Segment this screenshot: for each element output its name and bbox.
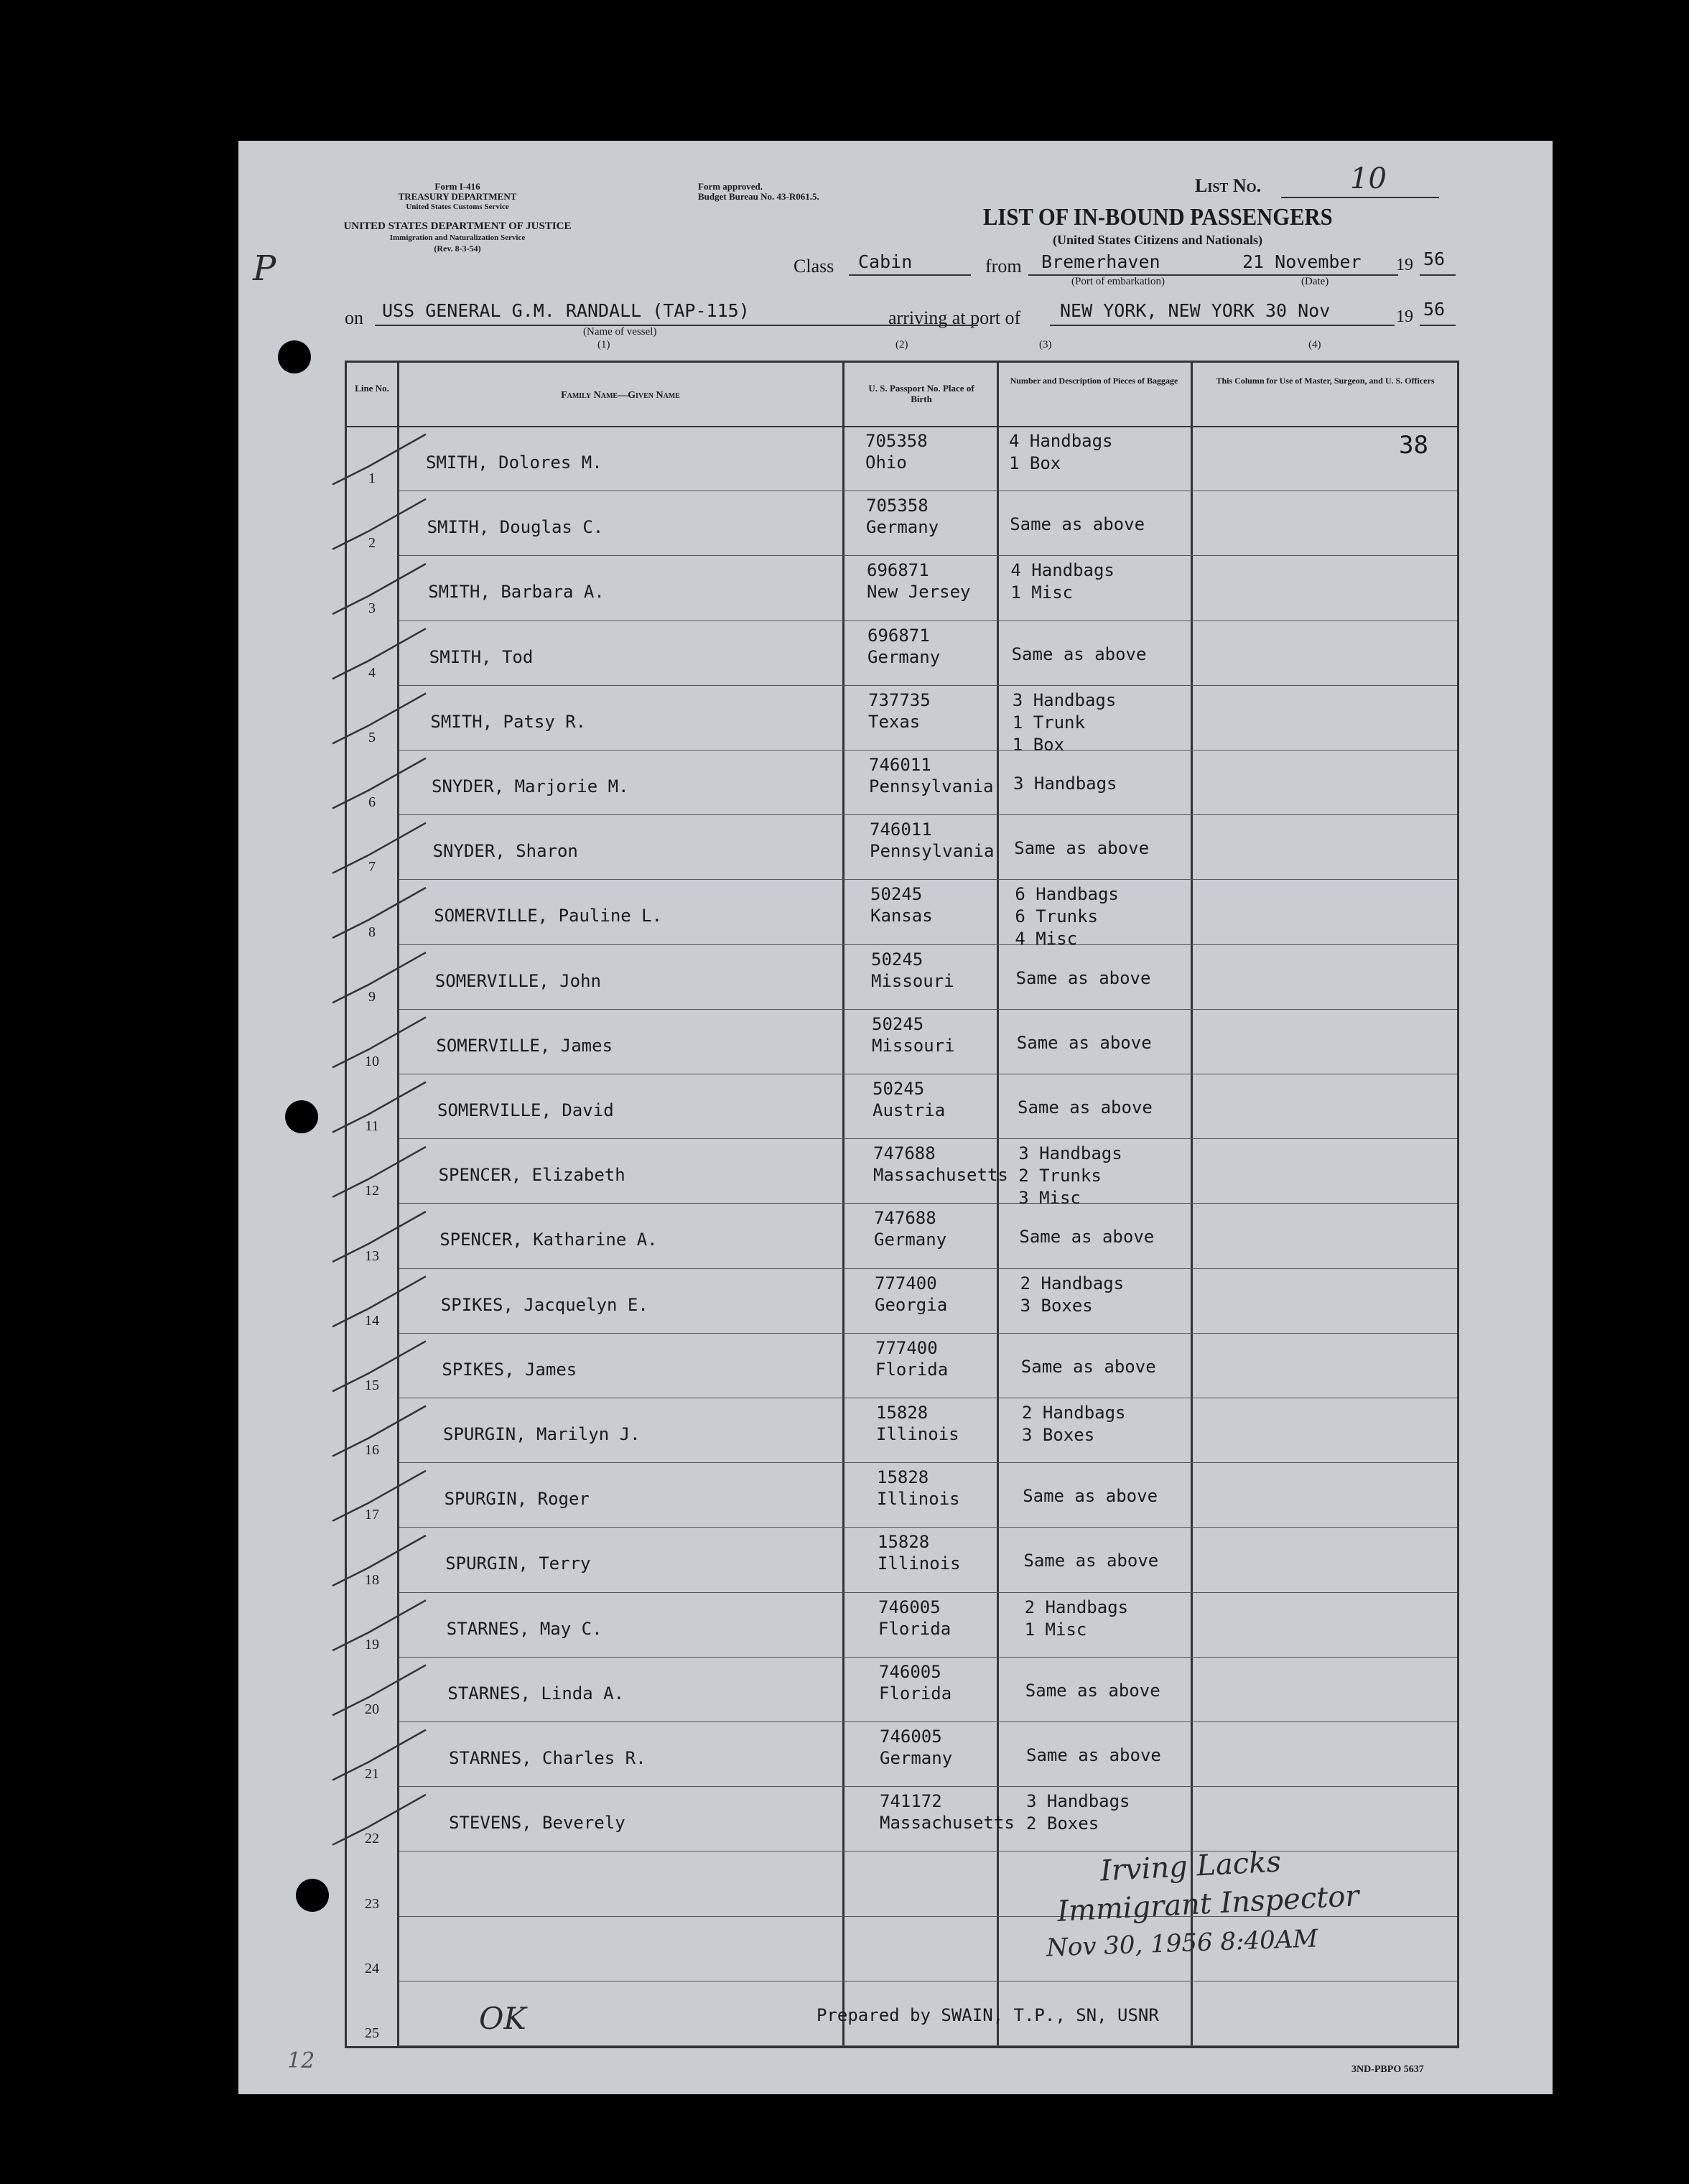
- row-rule: [399, 1592, 1457, 1593]
- row-passenger-name: SOMERVILLE, John: [434, 970, 601, 991]
- row-line-number: 22: [365, 1831, 379, 1847]
- table-row: [347, 816, 1457, 880]
- row-line-number: 14: [365, 1312, 379, 1329]
- check-mark: [332, 1212, 426, 1262]
- table-row: [347, 1658, 1457, 1723]
- row-rule: [399, 1009, 1457, 1010]
- row-place-of-birth: Pennsylvania: [870, 841, 995, 862]
- check-mark: [332, 499, 426, 549]
- row-baggage: 4 Handbags 1 Misc: [1010, 560, 1115, 603]
- row-rule: [399, 879, 1457, 880]
- row-baggage: Same as above: [1015, 967, 1151, 988]
- class-label: Class: [794, 256, 834, 277]
- on-label: on: [345, 307, 363, 328]
- ins-service: Immigration and Naturalization Service: [389, 233, 526, 242]
- check-mark: [332, 1665, 426, 1715]
- check-marks: [318, 363, 505, 2046]
- row-passport-number: 777400: [875, 1273, 937, 1293]
- list-no-underline: [1281, 197, 1439, 198]
- table-row: [347, 687, 1457, 755]
- row-baggage: 2 Handbags 1 Misc: [1024, 1597, 1129, 1640]
- row-baggage: Same as above: [1019, 1227, 1155, 1247]
- row-place-of-birth: Austria: [873, 1100, 946, 1120]
- row-baggage: Same as above: [1010, 514, 1145, 535]
- row-line-number: 23: [365, 1895, 379, 1912]
- row-rule: [399, 1203, 1457, 1204]
- row-line-number: 1: [368, 470, 376, 487]
- from-label: from: [985, 256, 1022, 277]
- table-row: [347, 427, 1457, 492]
- row-place-of-birth: Ohio: [865, 452, 907, 473]
- customs-service: United States Customs Service: [406, 203, 509, 211]
- arrival-year-underline: [1420, 325, 1456, 326]
- row-baggage: 4 Handbags 1 Box: [1009, 431, 1113, 473]
- row-baggage: 2 Handbags 3 Boxes: [1020, 1273, 1125, 1316]
- form-title: LIST OF IN-BOUND PASSENGERS: [983, 204, 1333, 231]
- row-passport-number: 15828: [878, 1532, 930, 1553]
- row-line-number: 3: [368, 600, 376, 616]
- row-rule: [399, 1333, 1457, 1334]
- row-line-number: 16: [365, 1442, 379, 1459]
- table-row: [347, 1204, 1457, 1269]
- row-passport-number: 741172: [880, 1791, 942, 1812]
- check-mark: [332, 888, 426, 938]
- row-rule: [399, 1527, 1457, 1528]
- inspector-signature-title: Immigrant Inspector: [1056, 1879, 1360, 1928]
- table-row: [347, 1594, 1457, 1658]
- row-baggage: Same as above: [1020, 1356, 1156, 1377]
- row-line-number: 6: [368, 794, 376, 811]
- row-baggage: Same as above: [1014, 838, 1150, 859]
- row-place-of-birth: Missouri: [871, 970, 954, 991]
- table-row: [347, 1334, 1457, 1399]
- row-baggage: Same as above: [1011, 643, 1147, 664]
- row-passport-number: 50245: [873, 1079, 925, 1099]
- column-number-4: (4): [1308, 339, 1321, 350]
- row-passport-number: 696871: [867, 625, 930, 646]
- check-mark: [332, 1535, 426, 1586]
- departure-date: 21 November: [1242, 251, 1362, 272]
- row-line-number: 13: [365, 1247, 379, 1264]
- row-place-of-birth: Illinois: [878, 1553, 961, 1574]
- row-baggage: Same as above: [1026, 1745, 1161, 1765]
- check-mark: [332, 1406, 426, 1456]
- row-passenger-name: SNYDER, Marjorie M.: [432, 776, 629, 796]
- row-place-of-birth: Germany: [866, 517, 939, 538]
- row-passport-number: 747688: [873, 1143, 936, 1164]
- row-place-of-birth: Illinois: [876, 1424, 959, 1444]
- check-mark: [332, 952, 426, 1003]
- row-place-of-birth: Kansas: [870, 906, 933, 926]
- table-row: [347, 751, 1457, 816]
- arriving-label: arriving at port of: [888, 307, 1021, 328]
- header-name: Family Name—Given Name: [561, 390, 680, 401]
- row-passenger-name: STARNES, Linda A.: [447, 1683, 625, 1704]
- row-passenger-name: SPENCER, Katharine A.: [439, 1230, 658, 1250]
- arrival-year-prefix: 19: [1396, 307, 1413, 326]
- row-place-of-birth: Pennsylvania: [869, 776, 994, 796]
- row-baggage: Same as above: [1025, 1680, 1160, 1701]
- row-line-number: 11: [365, 1118, 379, 1135]
- row-passport-number: 737735: [868, 689, 931, 710]
- row-line-number: 21: [365, 1766, 379, 1783]
- table-row: [347, 1788, 1457, 1852]
- row-rule: [399, 1268, 1457, 1269]
- check-mark: [332, 628, 426, 679]
- row-passenger-name: SPIKES, James: [442, 1359, 577, 1380]
- row-passenger-name: SOMERVILLE, David: [437, 1100, 614, 1120]
- row-passenger-name: SMITH, Douglas C.: [427, 517, 604, 538]
- row-line-number: 7: [368, 859, 376, 875]
- punch-hole-middle: [285, 1100, 318, 1133]
- header-passport: U. S. Passport No. Place of Birth: [868, 383, 974, 404]
- check-mark: [332, 693, 426, 743]
- row-line-number: 19: [365, 1636, 379, 1653]
- row-rule: [399, 1462, 1457, 1463]
- row-officer-note: 38: [1399, 431, 1428, 460]
- justice-dept: UNITED STATES DEPARTMENT OF JUSTICE: [343, 220, 572, 232]
- form-sheet: [238, 141, 1553, 2094]
- row-passenger-name: SMITH, Patsy R.: [430, 711, 587, 732]
- row-place-of-birth: Germany: [867, 646, 941, 667]
- row-line-number: 20: [365, 1701, 379, 1717]
- row-passenger-name: STARNES, Charles R.: [449, 1748, 646, 1768]
- row-passport-number: 705358: [866, 496, 929, 516]
- row-passenger-name: SOMERVILLE, Pauline L.: [434, 906, 663, 926]
- check-mark: [332, 758, 426, 809]
- row-rule: [399, 814, 1457, 815]
- row-rule: [399, 944, 1457, 945]
- row-passenger-name: SPENCER, Elizabeth: [438, 1165, 625, 1186]
- row-rule: [399, 685, 1457, 686]
- print-code: 3ND-PBPO 5637: [1351, 2064, 1424, 2075]
- header-baggage: Number and Description of Pieces of Baggage: [1010, 376, 1178, 386]
- margin-mark-p: P: [253, 248, 276, 289]
- inspection-timestamp: Nov 30, 1956 8:40AM: [1046, 1924, 1318, 1963]
- check-mark: [332, 1600, 426, 1650]
- check-mark: [332, 1341, 426, 1391]
- row-rule: [399, 2045, 1457, 2046]
- row-line-number: 8: [368, 924, 376, 940]
- row-place-of-birth: Florida: [879, 1683, 952, 1704]
- row-line-number: 24: [365, 1960, 379, 1976]
- table-row: [347, 1528, 1457, 1593]
- year-prefix: 19: [1396, 256, 1413, 274]
- row-passenger-name: SPIKES, Jacquelyn E.: [440, 1294, 648, 1315]
- row-line-number: 25: [365, 2025, 379, 2041]
- row-passenger-name: SPURGIN, Roger: [444, 1489, 590, 1510]
- row-place-of-birth: New Jersey: [867, 582, 971, 603]
- vessel-name: USS GENERAL G.M. RANDALL (TAP-115): [382, 300, 750, 321]
- vessel-caption: (Name of vessel): [583, 326, 657, 338]
- row-line-number: 4: [368, 664, 376, 681]
- check-mark: [332, 1730, 426, 1780]
- prepared-by: Prepared by SWAIN, T.P., SN, USNR: [816, 2005, 1159, 2025]
- row-rule: [399, 1657, 1457, 1658]
- table-row: [347, 1270, 1457, 1334]
- row-rule: [399, 750, 1457, 751]
- row-place-of-birth: Missouri: [872, 1035, 955, 1056]
- list-no-label: List No.: [1195, 175, 1262, 196]
- table-row: [347, 1464, 1457, 1528]
- vessel-underline: [375, 325, 978, 326]
- punch-hole-top: [278, 340, 311, 373]
- row-rule: [399, 1138, 1457, 1139]
- port-of-embarkation: Bremerhaven: [1041, 251, 1160, 272]
- inspector-signature-name: Irving Lacks: [1099, 1845, 1283, 1888]
- check-mark: [332, 1795, 426, 1845]
- arrival-port: NEW YORK, NEW YORK 30 Nov: [1060, 300, 1331, 321]
- row-passport-number: 696871: [867, 560, 929, 581]
- check-mark: [332, 823, 426, 873]
- header-officer: This Column for Use of Master, Surgeon, and U. S. Officers: [1216, 376, 1435, 386]
- list-no-value: 10: [1350, 162, 1387, 195]
- row-passport-number: 705358: [865, 431, 928, 451]
- row-place-of-birth: Florida: [875, 1359, 949, 1380]
- port-caption: (Port of embarkation): [1071, 276, 1165, 287]
- passenger-table: [345, 361, 1459, 2048]
- form-number: Form I-416: [434, 181, 480, 192]
- check-mark: [332, 1471, 426, 1521]
- row-passport-number: 746005: [878, 1597, 941, 1617]
- row-place-of-birth: Massachusetts: [880, 1813, 1015, 1834]
- row-line-number: 10: [365, 1053, 379, 1069]
- row-line-number: 5: [368, 729, 376, 745]
- date-caption: (Date): [1301, 276, 1329, 287]
- row-rule: [399, 1786, 1457, 1787]
- row-line-number: 9: [368, 988, 376, 1005]
- row-passport-number: 777400: [875, 1337, 938, 1358]
- check-mark: [332, 564, 426, 614]
- row-baggage: 3 Handbags 2 Boxes: [1026, 1791, 1130, 1834]
- row-baggage: 2 Handbags 3 Boxes: [1022, 1403, 1126, 1445]
- table-row: [347, 946, 1457, 1010]
- row-rule: [399, 555, 1457, 556]
- row-baggage: 3 Handbags 1 Trunk 1 Box: [1012, 689, 1117, 755]
- row-passport-number: 15828: [876, 1403, 929, 1423]
- treasury-dept: TREASURY DEPARTMENT: [398, 191, 517, 202]
- table-row: [347, 1723, 1457, 1788]
- table-row: [347, 492, 1457, 557]
- table-row: [347, 1010, 1457, 1075]
- check-mark: [332, 1276, 426, 1326]
- row-baggage: Same as above: [1023, 1486, 1158, 1507]
- row-place-of-birth: Germany: [880, 1748, 953, 1768]
- row-passenger-name: STARNES, May C.: [446, 1618, 602, 1639]
- row-passport-number: 50245: [871, 949, 923, 970]
- row-line-number: 17: [365, 1507, 379, 1523]
- row-rule: [399, 1916, 1457, 1917]
- row-passport-number: 746005: [879, 1661, 941, 1682]
- check-mark: [332, 1017, 426, 1067]
- row-place-of-birth: Florida: [878, 1618, 951, 1639]
- row-baggage: 6 Handbags 6 Trunks 4 Misc: [1015, 884, 1119, 949]
- row-baggage: 3 Handbags 2 Trunks 3 Misc: [1018, 1143, 1122, 1209]
- row-passport-number: 746011: [869, 755, 931, 775]
- table-row: [347, 622, 1457, 687]
- check-mark: [332, 1147, 426, 1197]
- row-passport-number: 50245: [870, 884, 923, 905]
- row-baggage: Same as above: [1023, 1551, 1159, 1571]
- arrival-underline: [1050, 325, 1395, 326]
- arrival-year: 56: [1423, 299, 1446, 320]
- column-number-3: (3): [1039, 339, 1052, 350]
- form-approved: Form approved.: [698, 181, 763, 192]
- row-place-of-birth: Georgia: [875, 1294, 948, 1315]
- row-baggage: 3 Handbags: [1013, 773, 1117, 794]
- table-row: [347, 880, 1457, 949]
- row-baggage: Same as above: [1018, 1097, 1153, 1117]
- budget-bureau: Budget Bureau No. 43-R061.5.: [698, 191, 819, 202]
- row-passenger-name: SPURGIN, Marilyn J.: [443, 1424, 641, 1444]
- ok-mark: OK: [479, 2001, 526, 2036]
- class-underline: [849, 274, 971, 276]
- row-line-number: 15: [365, 1377, 379, 1393]
- row-place-of-birth: Germany: [874, 1230, 947, 1250]
- row-place-of-birth: Illinois: [877, 1489, 960, 1510]
- form-subtitle: (United States Citizens and Nationals): [1052, 233, 1262, 247]
- row-line-number: 12: [365, 1183, 379, 1199]
- row-line-number: 18: [365, 1571, 379, 1588]
- punch-hole-bottom: [296, 1879, 329, 1912]
- row-passenger-name: STEVENS, Beverely: [449, 1813, 625, 1834]
- check-mark: [332, 1082, 426, 1133]
- class-value: Cabin: [858, 251, 913, 272]
- revision: (Rev. 8-3-54): [434, 243, 481, 254]
- row-passenger-name: SPURGIN, Terry: [445, 1553, 591, 1574]
- year-underline: [1420, 274, 1456, 276]
- row-passport-number: 15828: [877, 1467, 929, 1488]
- header-line-no: Line No.: [355, 383, 389, 394]
- row-baggage: Same as above: [1016, 1032, 1152, 1053]
- row-passenger-name: SMITH, Barbara A.: [428, 582, 605, 603]
- row-place-of-birth: Massachusetts: [873, 1165, 1008, 1186]
- table-row: [347, 1399, 1457, 1464]
- row-line-number: 2: [368, 535, 376, 552]
- row-passport-number: 746005: [880, 1727, 942, 1747]
- check-mark: [332, 435, 426, 485]
- row-passenger-name: SMITH, Dolores M.: [426, 452, 602, 473]
- row-passenger-name: SMITH, Tod: [429, 646, 534, 667]
- row-passenger-name: SNYDER, Sharon: [432, 841, 578, 862]
- year-value: 56: [1423, 248, 1446, 269]
- row-passport-number: 746011: [870, 819, 932, 840]
- column-number-1: (1): [597, 339, 610, 350]
- table-row: [347, 1075, 1457, 1140]
- table-row: [347, 1140, 1457, 1209]
- row-passport-number: 50245: [872, 1013, 924, 1034]
- row-passenger-name: SOMERVILLE, James: [436, 1035, 613, 1056]
- margin-mark-number: 12: [287, 2048, 315, 2073]
- row-passport-number: 747688: [874, 1208, 936, 1229]
- column-number-2: (2): [895, 339, 908, 350]
- row-rule: [399, 1721, 1457, 1722]
- table-row: [347, 557, 1457, 621]
- row-place-of-birth: Texas: [868, 711, 921, 732]
